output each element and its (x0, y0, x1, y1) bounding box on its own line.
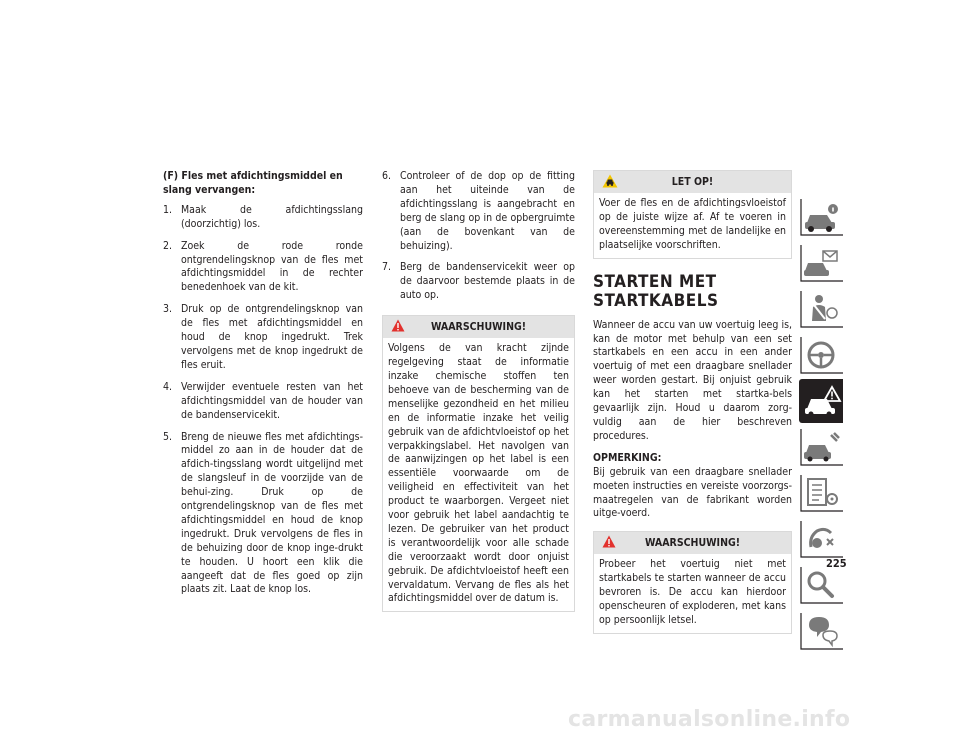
step-text: Zoek de rode ronde ontgrendelingsknop van de fles met afdichtingsmiddel in de rechter benedenhoek van de kit. (181, 239, 363, 294)
note-title: OPMERKING: (593, 451, 662, 464)
caution-box (593, 170, 792, 259)
steps-list (382, 170, 575, 303)
step-text: Breng de nieuwe fles met afdichtings-middel zo aan in de houder dat de afdich-tingsslang wordt uitgelijnd met de slangsleuf in de voorzijde van de behui-zing. Druk op de ontgrendelingsknop van de fles met afdichtingsmiddel en houd de knop ingedrukt. Druk vervolgens de fles in de behuizing door de knop inge-drukt te houden. U hoort een klik die aangeeft dat de fles goed op zijn plaats zit. Laat de knop los. (181, 430, 363, 596)
warning-title: WAARSCHUWING! (644, 537, 741, 550)
car-letter-icon (799, 241, 843, 285)
steering-wheel-icon (799, 333, 843, 377)
step-text: Druk op de ontgrendelingsknop van de fles met afdichtingsmiddel en houd de knop ingedrukt. Trek vervolgens met de knop ingedrukt de fles eruit. (181, 303, 363, 371)
tab-driving[interactable] (799, 333, 843, 377)
column-left (163, 170, 363, 605)
caution-title: LET OP! (671, 176, 714, 188)
warning-box (593, 531, 792, 634)
warning-triangle-icon (391, 319, 405, 332)
car-service-icon (799, 425, 843, 469)
step-number: 6. (382, 170, 392, 182)
tab-multimedia[interactable] (799, 517, 843, 561)
list-item (163, 381, 363, 423)
list-item (163, 431, 363, 598)
steps-list (163, 204, 363, 598)
language-icon (799, 609, 843, 653)
chapter-tabs (799, 195, 843, 655)
note-text: Bij gebruik van een draagbare snellader moeten instructies en vereiste voorzorgs-maatregelen van de fabrikant worden uitge-voerd. (593, 465, 792, 520)
warning-box-header (594, 532, 791, 554)
list-item (382, 261, 575, 303)
warning-box (382, 315, 575, 612)
page-number: 225 (826, 557, 847, 570)
column-right (593, 170, 792, 646)
tab-language[interactable] (799, 609, 843, 653)
list-item (382, 170, 575, 253)
tab-emergency[interactable] (799, 379, 843, 423)
tab-safety[interactable] (799, 287, 843, 331)
list-item (163, 204, 363, 232)
step-text: Controleer of de dop op de fitting aan het uiteinde van de afdichtingsslang is aangebracht en berg de slang op in de opbergruimte (aan de bovenkant van de behuizing). (400, 170, 575, 252)
tab-car-letter[interactable] (799, 241, 843, 285)
step-number: 1. (163, 203, 173, 216)
warning-title: WAARSCHUWING! (430, 321, 527, 334)
list-item (163, 303, 363, 373)
seatbelt-safety-icon (799, 287, 843, 331)
step-number: 2. (163, 239, 173, 252)
column-middle (382, 170, 575, 624)
intro-paragraph: Wanneer de accu van uw voertuig leeg is, kan de motor met behulp van een set startkabels en een accu in een ander voertuig of met een draagbare snellader weer worden gestart. Bij onjuist gebruik kan het starten met startka-bels gevaarlijk zijn. Houd u daarom zorg-vuldig aan de hier beschreven procedures. (593, 318, 792, 442)
step-number: 3. (163, 303, 173, 316)
warning-text: Volgens de van kracht zijnde regelgeving staat de informatie inzake chemische stoffen ten behoeve van de bescherming van de menselijke gezondheid en het milieu en de informatie inzake het veilig gebruik van de afdichtvloeistof op het verpakkingslabel. Het navolgen van de aanwijzingen op het label is een essentiële voorwaarde om de veiligheid en effectiviteit van het product te waarborgen. Vergeet niet voor gebruik het label aandachtig te lezen. De gebruiker van het product is verantwoordelijk voor alle schade die veroorzaakt wordt door onjuist gebruik. De afdichtvloeistof heeft een vervaldatum. Vervang de fles als het afdichtingsmiddel over de datum is. (388, 342, 569, 605)
section-title (593, 273, 792, 311)
tab-car-info[interactable] (799, 195, 843, 239)
warning-text: Probeer het voertuig niet met startkabels te starten wanneer de accu bevroren is. De accu kan hierdoor openscheuren of exploderen, met kans op persoonlijk letsel. (599, 558, 786, 626)
watermark: carmanualsonline.info (568, 707, 851, 732)
caution-car-icon (602, 174, 618, 188)
caution-text: Voer de fles en de afdichtingsvloeistof op de juiste wijze af. Af te voeren in overeenstemming met de landelijke en plaatselijke voorschriften. (599, 197, 786, 251)
step-text: Maak de afdichtingsslang (doorzichtig) los. (181, 203, 363, 230)
subsection-heading: (F) Fles met afdichtingsmiddel en slang vervangen: (163, 170, 343, 196)
step-number: 5. (163, 430, 173, 443)
section-title-line: STARTEN MET (593, 271, 717, 292)
list-item (163, 240, 363, 296)
caution-box-header (594, 171, 791, 193)
step-number: 4. (163, 380, 173, 393)
tab-service[interactable] (799, 425, 843, 469)
car-info-icon (799, 195, 843, 239)
warning-triangle-icon (602, 535, 616, 548)
section-title-line: STARTKABELS (593, 290, 719, 311)
step-text: Verwijder eventuele resten van het afdichtingsmiddel van de houder van de bandenservicekit. (181, 380, 363, 421)
car-emergency-icon (799, 379, 843, 423)
maintenance-list-icon (799, 471, 843, 515)
warning-box-header (383, 316, 574, 338)
multimedia-icon (799, 517, 843, 561)
step-text: Berg de bandenservicekit weer op de daarvoor bestemde plaats in de auto op. (400, 261, 575, 302)
tab-specifications[interactable] (799, 471, 843, 515)
step-number: 7. (382, 261, 392, 274)
